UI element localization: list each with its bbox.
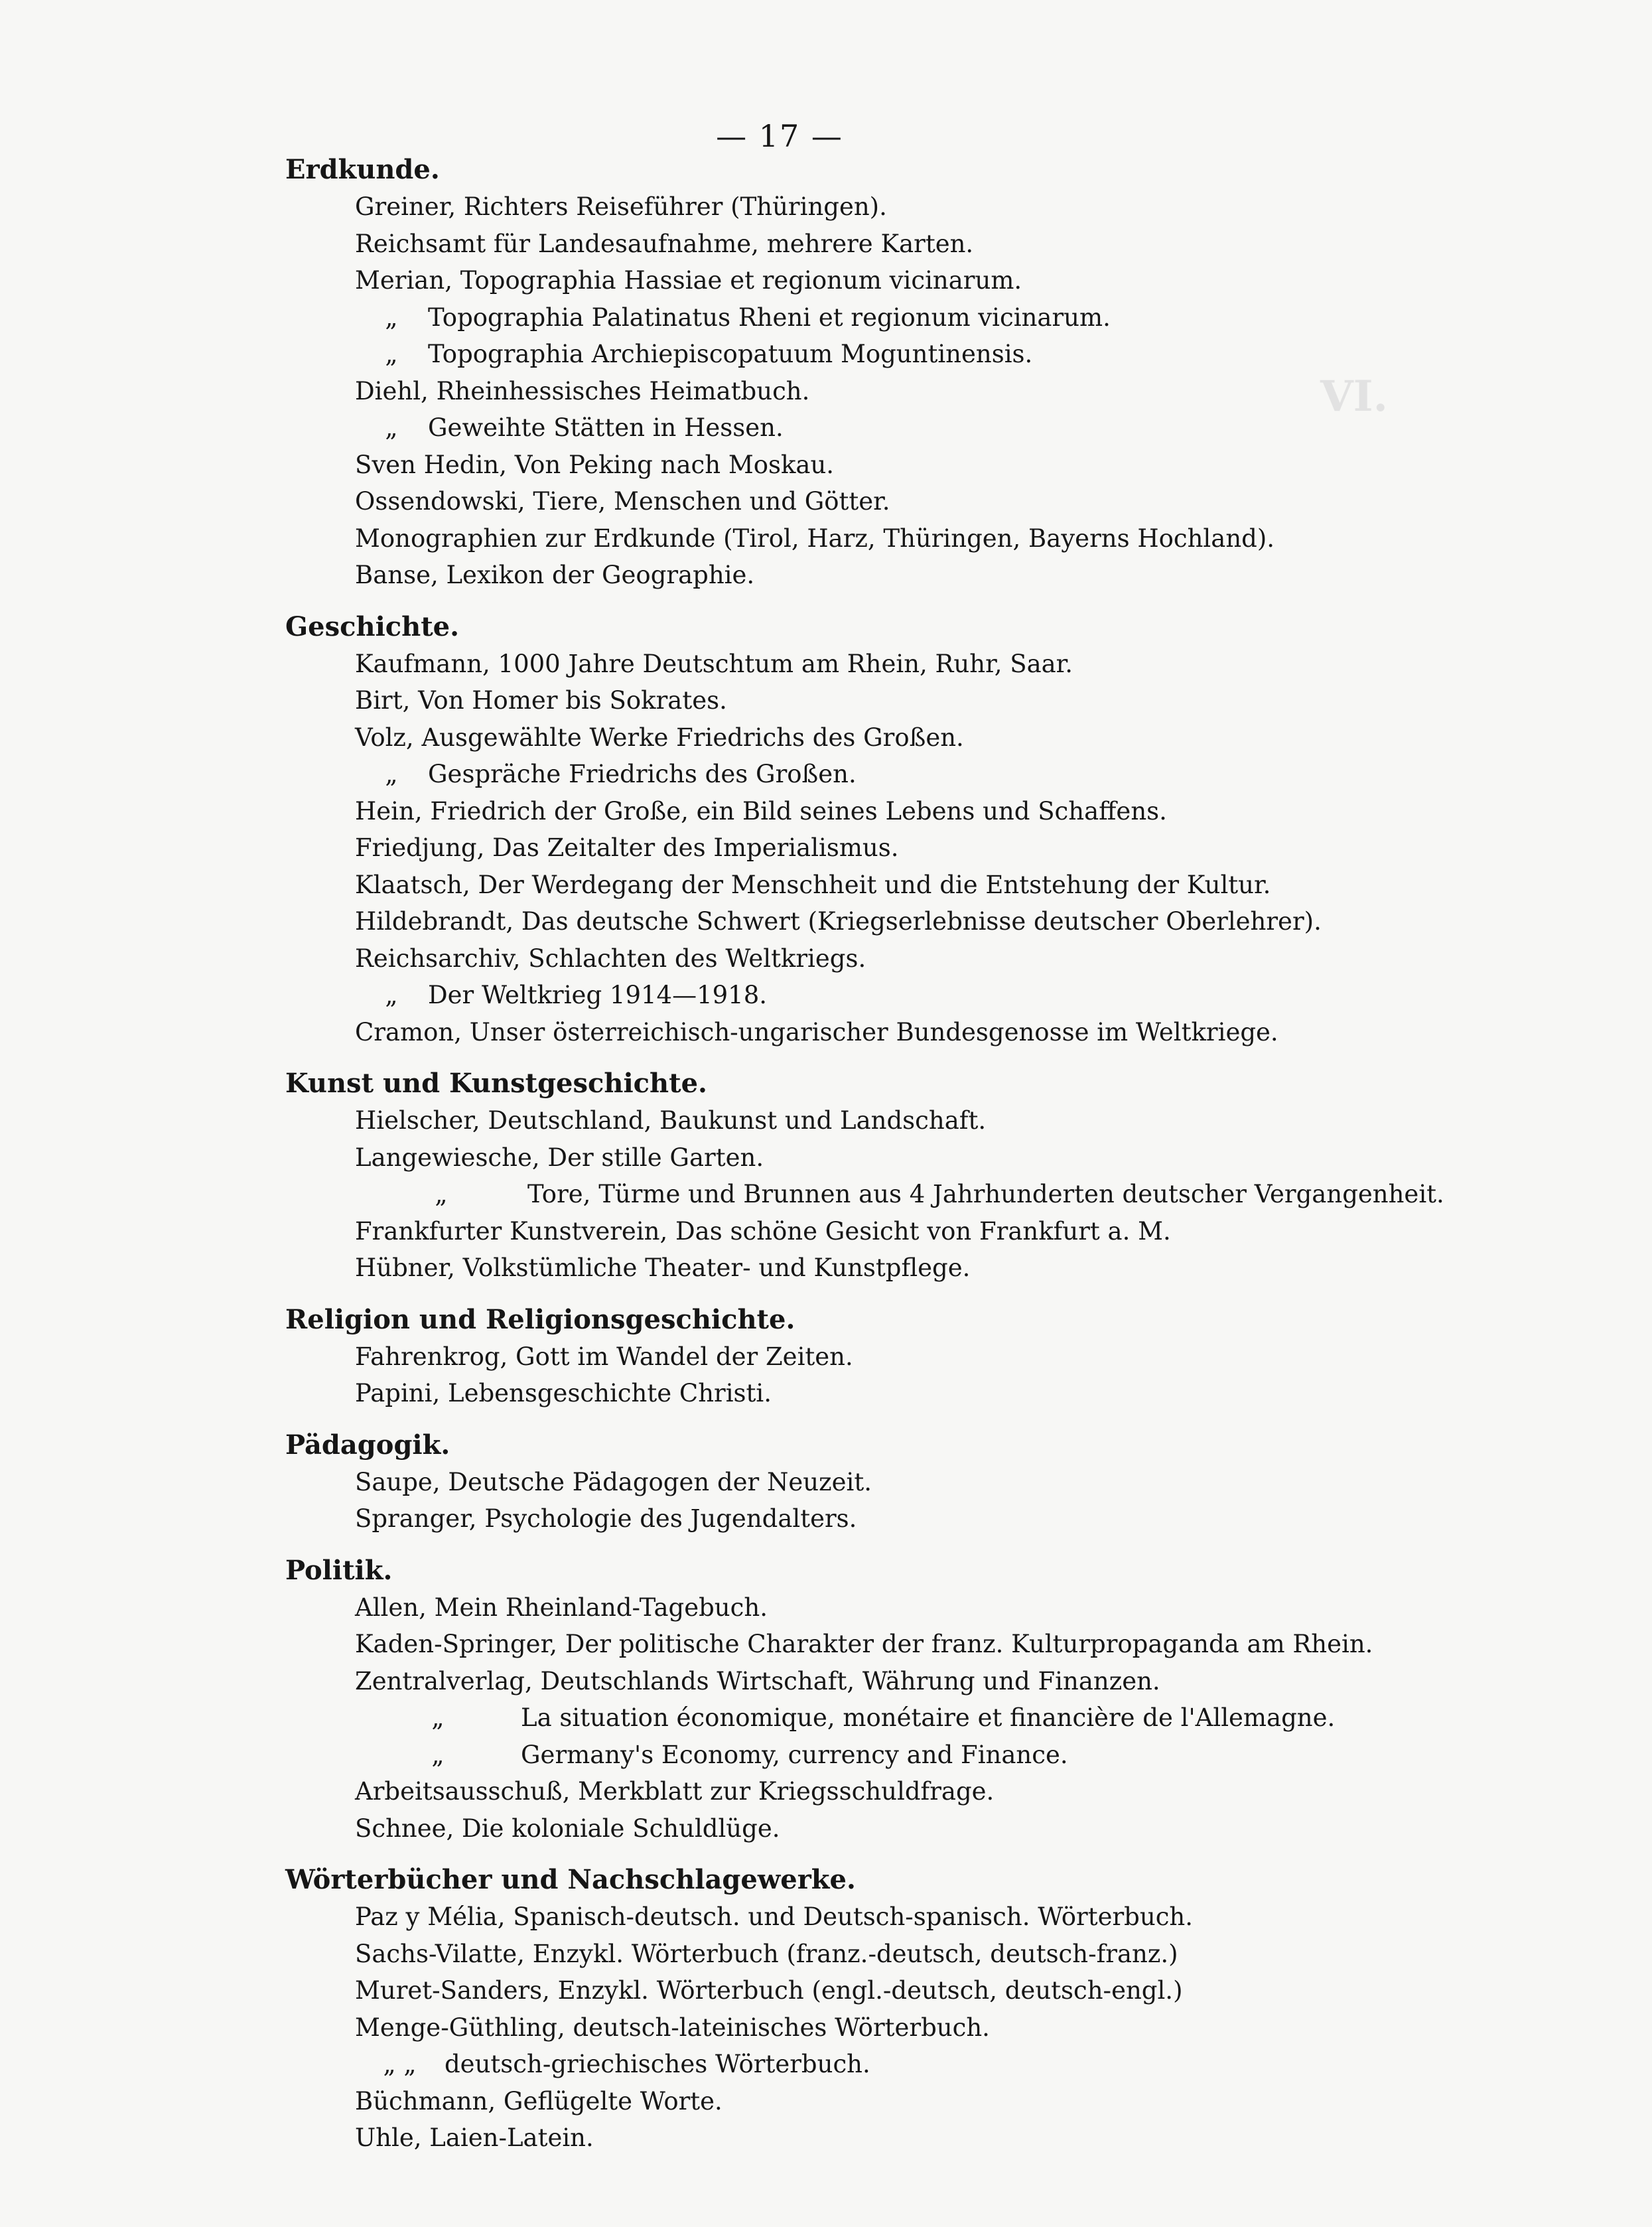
list-item bbox=[285, 1936, 1559, 1973]
entry-text: Arbeitsausschuß, Merkblatt zur Kriegsschuldfrage. bbox=[355, 1777, 995, 1806]
list-item bbox=[285, 793, 1559, 830]
entry-text: Saupe, Deutsche Pädagogen der Neuzeit. bbox=[355, 1467, 872, 1496]
list-item bbox=[285, 1737, 1559, 1774]
section-heading: Geschichte. bbox=[285, 611, 460, 642]
list-item bbox=[285, 1014, 1559, 1051]
entry-text: Menge-Güthling, deutsch-lateinisches Wörterbuch. bbox=[355, 2013, 990, 2042]
entry-text: Kaden-Springer, Der politische Charakter der franz. Kulturpropaganda am Rhein. bbox=[355, 1630, 1373, 1658]
section-heading: Erdkunde. bbox=[285, 154, 440, 185]
ditto-mark: „ bbox=[385, 340, 398, 368]
entry-text: Birt, Von Homer bis Sokrates. bbox=[355, 686, 727, 715]
list-item bbox=[285, 1626, 1559, 1663]
list-item bbox=[285, 1589, 1559, 1626]
entry-text: Germany's Economy, currency and Finance. bbox=[521, 1740, 1068, 1769]
ditto-mark: „ bbox=[385, 413, 398, 442]
list-item bbox=[285, 1176, 1559, 1213]
list-item bbox=[285, 262, 1559, 299]
list-item bbox=[285, 2009, 1559, 2047]
section bbox=[285, 1552, 1559, 1847]
list-item bbox=[285, 188, 1559, 226]
list-item bbox=[285, 409, 1559, 447]
entry-text: Spranger, Psychologie des Jugendalters. bbox=[355, 1504, 857, 1533]
list-item bbox=[285, 682, 1559, 719]
list-item bbox=[285, 336, 1559, 373]
section bbox=[285, 1861, 1559, 2157]
list-item bbox=[285, 1375, 1559, 1412]
entry-text: Cramon, Unser österreichisch-ungarischer Bundesgenosse im Weltkriege. bbox=[355, 1017, 1278, 1046]
section-heading: Wörterbücher und Nachschlagewerke. bbox=[285, 1864, 856, 1895]
section bbox=[285, 1301, 1559, 1412]
list-item bbox=[285, 373, 1559, 410]
list-item bbox=[285, 1899, 1559, 1936]
entry-text: Muret-Sanders, Enzykl. Wörterbuch (engl.-deutsch, deutsch-engl.) bbox=[355, 1976, 1183, 2005]
entry-text: Friedjung, Das Zeitalter des Imperialismus. bbox=[355, 833, 899, 862]
entry-text: Merian, Topographia Hassiae et regionum vicinarum. bbox=[355, 266, 1022, 295]
entry-text: Papini, Lebensgeschichte Christi. bbox=[355, 1379, 772, 1407]
entry-text: Der Weltkrieg 1914—1918. bbox=[428, 981, 767, 1009]
section-heading: Kunst und Kunstgeschichte. bbox=[285, 1068, 707, 1099]
list-item bbox=[285, 829, 1559, 867]
section bbox=[285, 1427, 1559, 1538]
entry-text: Sachs-Vilatte, Enzykl. Wörterbuch (franz.-deutsch, deutsch-franz.) bbox=[355, 1939, 1178, 1968]
entry-text: Banse, Lexikon der Geographie. bbox=[355, 561, 755, 589]
list-item bbox=[285, 2046, 1559, 2083]
entry-text: Schnee, Die koloniale Schuldlüge. bbox=[355, 1814, 780, 1843]
list-item bbox=[285, 1213, 1559, 1250]
list-item bbox=[285, 1773, 1559, 1810]
ditto-mark: „ bbox=[385, 760, 398, 788]
entry-text: Hübner, Volkstümliche Theater- und Kunstpflege. bbox=[355, 1254, 971, 1282]
list-item bbox=[285, 1102, 1559, 1139]
entry-text: Langewiesche, Der stille Garten. bbox=[355, 1143, 764, 1172]
list-item bbox=[285, 1250, 1559, 1287]
ditto-mark: „ „ bbox=[383, 2050, 417, 2078]
entry-text: Geweihte Stätten in Hessen. bbox=[428, 413, 784, 442]
entry-text: Volz, Ausgewählte Werke Friedrichs des Großen. bbox=[355, 723, 964, 752]
entry-text: Gespräche Friedrichs des Großen. bbox=[428, 760, 857, 788]
list-item bbox=[285, 903, 1559, 940]
list-item bbox=[285, 1500, 1559, 1538]
entry-text: Hildebrandt, Das deutsche Schwert (Kriegserlebnisse deutscher Oberlehrer). bbox=[355, 907, 1322, 936]
entry-text: Ossendowski, Tiere, Menschen und Götter. bbox=[355, 487, 890, 516]
entry-text: Reichsarchiv, Schlachten des Weltkriegs. bbox=[355, 944, 866, 973]
ditto-mark: „ bbox=[435, 1180, 448, 1208]
list-item bbox=[285, 977, 1559, 1014]
list-item bbox=[285, 2083, 1559, 2120]
book-list bbox=[285, 151, 1559, 2157]
section bbox=[285, 1065, 1559, 1287]
entry-text: Allen, Mein Rheinland-Tagebuch. bbox=[355, 1593, 768, 1622]
ditto-mark: „ bbox=[385, 303, 398, 332]
ditto-mark: „ bbox=[385, 981, 398, 1009]
list-item bbox=[285, 940, 1559, 977]
section-heading: Religion und Religionsgeschichte. bbox=[285, 1303, 795, 1335]
list-item bbox=[285, 756, 1559, 793]
list-item bbox=[285, 646, 1559, 683]
list-item bbox=[285, 1972, 1559, 2009]
entry-text: Greiner, Richters Reiseführer (Thüringen). bbox=[355, 192, 887, 221]
list-item bbox=[285, 1338, 1559, 1376]
ditto-mark: „ bbox=[431, 1703, 445, 1732]
entry-text: Kaufmann, 1000 Jahre Deutschtum am Rhein, Ruhr, Saar. bbox=[355, 649, 1073, 678]
ditto-mark: „ bbox=[431, 1740, 445, 1769]
list-item bbox=[285, 520, 1559, 557]
list-item bbox=[285, 867, 1559, 904]
list-item bbox=[285, 299, 1559, 336]
list-item bbox=[285, 1810, 1559, 1847]
list-item bbox=[285, 557, 1559, 594]
section bbox=[285, 609, 1559, 1051]
entry-text: La situation économique, monétaire et financière de l'Allemagne. bbox=[521, 1703, 1336, 1732]
entry-text: Zentralverlag, Deutschlands Wirtschaft, Währung und Finanzen. bbox=[355, 1666, 1160, 1695]
entry-text: Hielscher, Deutschland, Baukunst und Landschaft. bbox=[355, 1106, 987, 1135]
bleed-through-heading: VI. bbox=[1320, 372, 1388, 421]
list-item bbox=[285, 2119, 1559, 2157]
list-item bbox=[285, 719, 1559, 756]
entry-text: Büchmann, Geflügelte Worte. bbox=[355, 2086, 723, 2116]
list-item bbox=[285, 1464, 1559, 1501]
entry-text: Paz y Mélia, Spanisch-deutsch. und Deutsch-spanisch. Wörterbuch. bbox=[355, 1903, 1194, 1931]
entry-text: Hein, Friedrich der Große, ein Bild seines Lebens und Schaffens. bbox=[355, 796, 1167, 826]
section-heading: Politik. bbox=[285, 1554, 393, 1586]
entry-text: deutsch-griechisches Wörterbuch. bbox=[445, 2050, 870, 2078]
entry-text: Diehl, Rheinhessisches Heimatbuch. bbox=[355, 376, 810, 405]
entry-text: Tore, Türme und Brunnen aus 4 Jahrhunderten deutscher Vergangenheit. bbox=[527, 1180, 1444, 1208]
list-item bbox=[285, 1663, 1559, 1700]
entry-text: Sven Hedin, Von Peking nach Moskau. bbox=[355, 450, 835, 479]
list-item bbox=[285, 1139, 1559, 1177]
entry-text: Monographien zur Erdkunde (Tirol, Harz, Thüringen, Bayerns Hochland). bbox=[355, 524, 1275, 553]
entry-text: Uhle, Laien-Latein. bbox=[355, 2123, 594, 2152]
list-item bbox=[285, 1699, 1559, 1737]
entry-text: Topographia Palatinatus Rheni et regionum vicinarum. bbox=[428, 303, 1111, 332]
section bbox=[285, 151, 1559, 594]
entry-text: Reichsamt für Landesaufnahme, mehrere Karten. bbox=[355, 229, 974, 258]
list-item bbox=[285, 447, 1559, 484]
entry-text: Klaatsch, Der Werdegang der Menschheit und die Entstehung der Kultur. bbox=[355, 870, 1271, 899]
page-number: — 17 — bbox=[716, 118, 843, 154]
section-heading: Pädagogik. bbox=[285, 1429, 450, 1461]
entry-text: Frankfurter Kunstverein, Das schöne Gesicht von Frankfurt a. M. bbox=[355, 1216, 1171, 1246]
entry-text: Topographia Archiepiscopatuum Moguntinensis. bbox=[428, 340, 1033, 368]
list-item bbox=[285, 226, 1559, 263]
entry-text: Fahrenkrog, Gott im Wandel der Zeiten. bbox=[355, 1342, 853, 1371]
list-item bbox=[285, 483, 1559, 520]
